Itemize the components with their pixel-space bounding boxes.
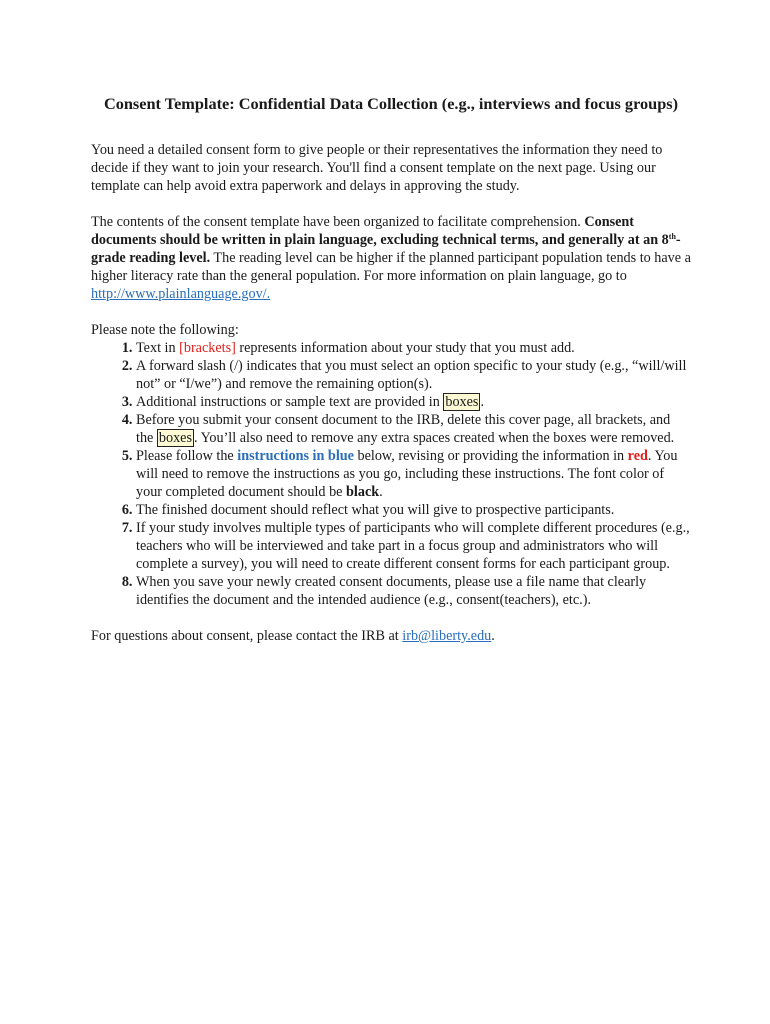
brackets-example: [brackets] (179, 340, 236, 356)
footer-lead: For questions about consent, please contact the IRB at (91, 628, 403, 644)
blue-instructions-example: instructions in blue (237, 448, 354, 464)
contents-bold-b: -grade reading level. (91, 232, 681, 266)
item-text: . (379, 484, 383, 500)
instructions-list (91, 339, 691, 609)
contents-paragraph (91, 213, 691, 303)
list-item: 6. The finished document should reflect what you will give to prospective participants. (136, 501, 691, 519)
item-text: Before you submit your consent document to the IRB, delete this cover page, all brackets, and the (136, 412, 671, 446)
list-item (136, 411, 691, 447)
item-text: below, revising or providing the information in (353, 448, 628, 464)
irb-email-link[interactable]: irb@liberty.edu (402, 628, 492, 644)
list-item: 8. When you save your newly created consent documents, please use a file name that clearly identifies the document and the intended audience (e.g., consent(teachers), etc.). (136, 573, 691, 609)
list-item (136, 447, 691, 501)
item-text: Text in (136, 340, 180, 356)
list-item: 7. If your study involves multiple types of participants who will complete different procedures (e.g., teachers who will be interviewed and take part in a focus group and administrators who will complete a survey), you will need to create different consent forms for each participant group. (136, 519, 691, 573)
item-text: Additional instructions or sample text are provided in (136, 394, 444, 410)
red-example: red (627, 448, 648, 464)
item-text: . You’ll also need to remove any extra spaces created when the boxes were removed. (194, 430, 675, 446)
contents-lead: The contents of the consent template have been organized to facilitate comprehension. (91, 214, 585, 230)
footer-end: . (491, 628, 495, 644)
list-item: 2. A forward slash (/) indicates that you must select an option specific to your study (e.g., “will/will not” or “I/we”) and remove the remaining option(s). (136, 357, 691, 393)
boxes-example: boxes (445, 394, 479, 410)
list-item (136, 339, 691, 357)
item-text: . (480, 394, 484, 410)
document-page (91, 93, 691, 663)
item-text: Please follow the (136, 448, 238, 464)
document-title: Consent Template: Confidential Data Collection (e.g., interviews and focus groups) (103, 94, 679, 113)
contents-rest: The reading level can be higher if the planned participant population tends to have a higher literacy rate than the general population. For more information on plain language, go to (91, 250, 691, 284)
note-heading: Please note the following: (91, 322, 239, 338)
item-text: . You will need to remove the instructions as you go, including these instructions. The font color of your completed document should be (136, 448, 678, 500)
item-text: represents information about your study that you must add. (235, 340, 575, 356)
black-example: black (346, 484, 380, 500)
contents-bold-a: Consent documents should be written in plain language, excluding technical terms, and generally at an 8 (91, 214, 669, 248)
contents-bold-sup: th (668, 232, 676, 241)
boxes-example: boxes (158, 430, 192, 446)
list-item (136, 393, 691, 411)
plain-language-link[interactable]: http://www.plainlanguage.gov/. (91, 286, 271, 302)
intro-paragraph: You need a detailed consent form to give people or their representatives the information they need to decide if they want to join your research. You'll find a consent template on the next page. Using our template can help avoid extra paperwork and delays in approving the study. (91, 142, 663, 194)
footer-paragraph (91, 627, 691, 645)
